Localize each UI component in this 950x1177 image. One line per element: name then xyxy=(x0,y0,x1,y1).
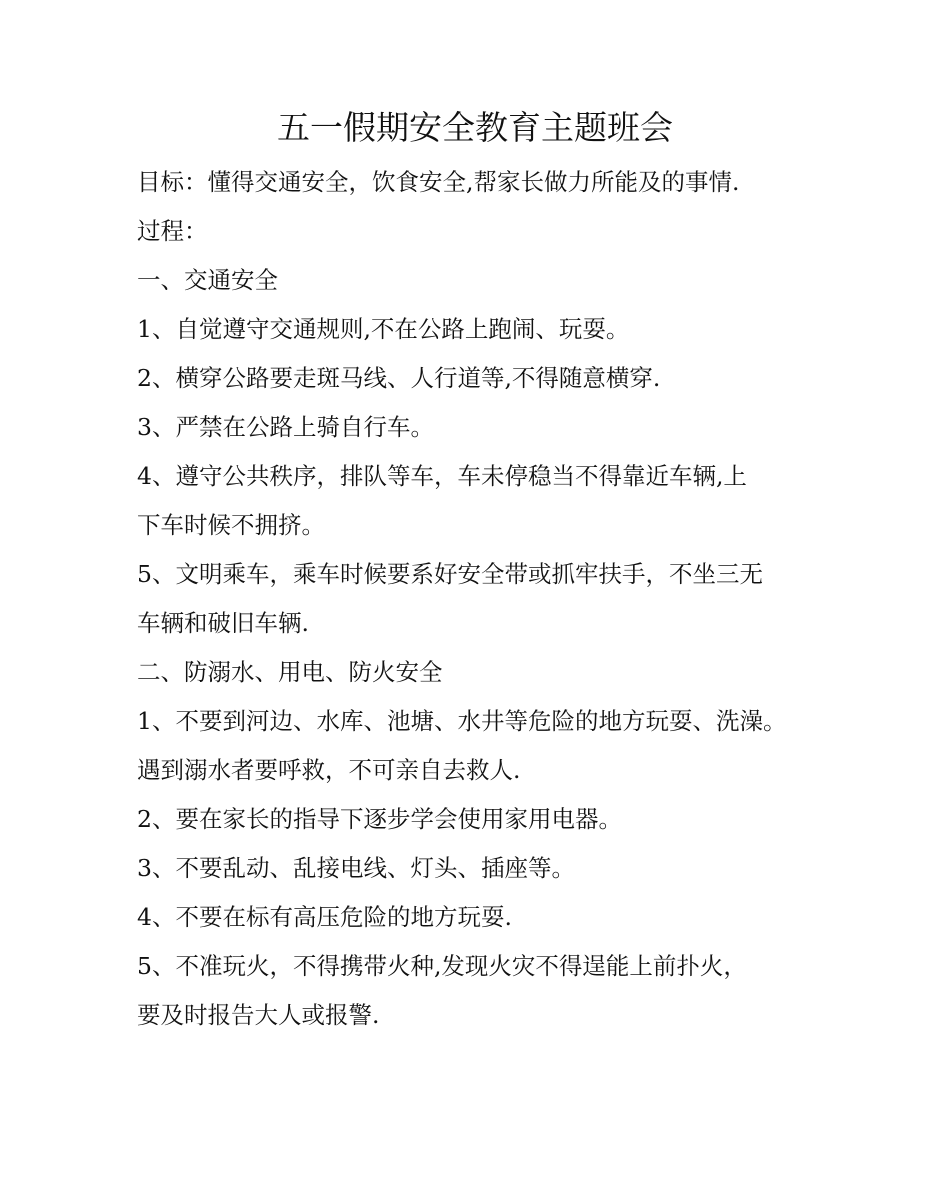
safety-item-1-line-2: 遇到溺水者要呼救，不可亲自去救人. xyxy=(137,756,521,784)
safety-item-5-line-1: 5、不准玩火，不得携带火种,发现火灾不得逞能上前扑火， xyxy=(137,952,747,980)
document-body xyxy=(137,158,847,1040)
traffic-item-5-line-1: 5、文明乘车，乘车时候要系好安全带或抓牢扶手，不坐三无 xyxy=(137,560,763,588)
safety-item-4: 4、不要在标有高压危险的地方玩耍. xyxy=(137,903,512,931)
traffic-item-2: 2、横穿公路要走斑马线、人行道等,不得随意横穿. xyxy=(137,364,661,392)
section-safety-heading: 二、防溺水、用电、防火安全 xyxy=(137,658,443,686)
traffic-item-3: 3、严禁在公路上骑自行车。 xyxy=(137,413,434,441)
safety-item-3: 3、不要乱动、乱接电线、灯头、插座等。 xyxy=(137,854,575,882)
safety-item-1-line-1: 1、不要到河边、水库、池塘、水井等危险的地方玩耍、洗澡。 xyxy=(137,707,787,735)
section-traffic-heading: 一、交通安全 xyxy=(137,266,278,294)
process-heading: 过程： xyxy=(137,217,208,245)
traffic-item-1: 1、自觉遵守交通规则,不在公路上跑闹、玩耍。 xyxy=(137,315,630,343)
traffic-item-4-line-1: 4、遵守公共秩序，排队等车，车未停稳当不得靠近车辆,上 xyxy=(137,462,747,490)
safety-item-2: 2、要在家长的指导下逐步学会使用家用电器。 xyxy=(137,805,622,833)
traffic-item-5-line-2: 车辆和破旧车辆. xyxy=(137,609,309,637)
document-title: 五一假期安全教育主题班会 xyxy=(277,108,673,147)
goal-line: 目标：懂得交通安全，饮食安全,帮家长做力所能及的事情. xyxy=(137,168,740,196)
traffic-item-4-line-2: 下车时候不拥挤。 xyxy=(137,511,325,539)
safety-item-5-line-2: 要及时报告大人或报警. xyxy=(137,1001,380,1029)
